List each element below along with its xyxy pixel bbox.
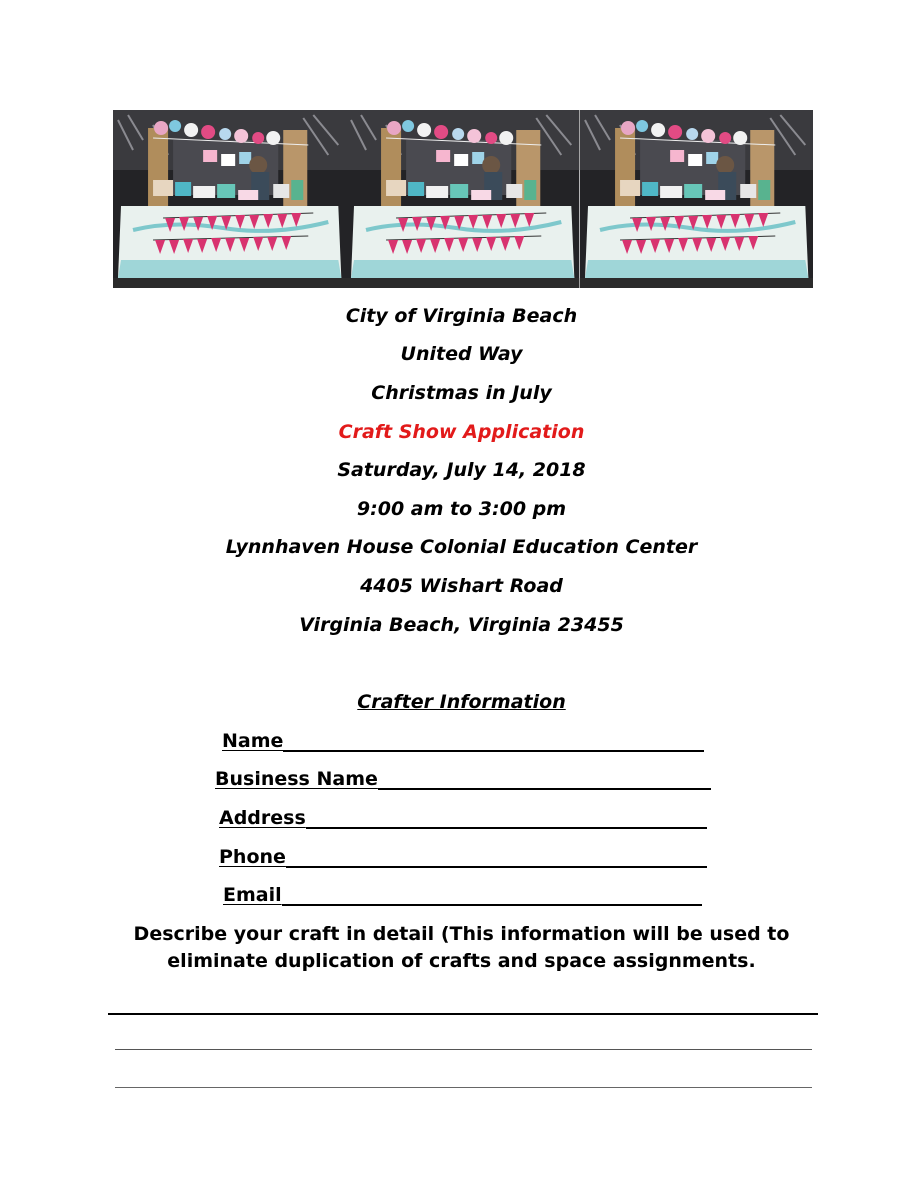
- email-label: Email: [223, 884, 282, 906]
- event-date: Saturday, July 14, 2018: [337, 459, 586, 481]
- describe-writing-line-2[interactable]: [115, 1049, 812, 1050]
- business-name-input-line[interactable]: [378, 788, 711, 790]
- craft-table-photo-2: [346, 110, 579, 288]
- business-name-label: Business Name: [215, 768, 378, 790]
- form-title: Craft Show Application: [338, 421, 585, 443]
- address-input-line[interactable]: [306, 827, 707, 829]
- describe-line-1: Describe your craft in detail (This information will be used to: [133, 923, 790, 945]
- craft-table-photo-1: [113, 110, 346, 288]
- describe-writing-line-3[interactable]: [115, 1087, 812, 1088]
- org-name: City of Virginia Beach: [345, 305, 578, 327]
- address-label: Address: [219, 807, 306, 829]
- crafter-section-title: Crafter Information: [357, 691, 566, 713]
- venue-name: Lynnhaven House Colonial Education Center: [225, 536, 698, 558]
- sponsor-name: United Way: [400, 343, 523, 365]
- event-name: Christmas in July: [371, 382, 552, 404]
- business-name-field[interactable]: [215, 767, 711, 791]
- venue-street: 4405 Wishart Road: [360, 575, 563, 597]
- phone-input-line[interactable]: [286, 866, 707, 868]
- craft-table-banner: [113, 110, 813, 288]
- phone-field[interactable]: [219, 845, 707, 869]
- name-input-line[interactable]: [283, 750, 704, 752]
- name-label: Name: [222, 730, 284, 752]
- event-time: 9:00 am to 3:00 pm: [356, 498, 567, 520]
- craft-table-photo-3: [580, 110, 813, 288]
- venue-city: Virginia Beach, Virginia 23455: [299, 614, 624, 636]
- phone-label: Phone: [219, 846, 286, 868]
- describe-writing-line-1[interactable]: [108, 1013, 818, 1015]
- describe-line-2: eliminate duplication of crafts and space assignments.: [167, 950, 756, 972]
- email-field[interactable]: [223, 883, 702, 907]
- email-input-line[interactable]: [282, 904, 702, 906]
- name-field[interactable]: [222, 729, 704, 753]
- address-field[interactable]: [219, 806, 707, 830]
